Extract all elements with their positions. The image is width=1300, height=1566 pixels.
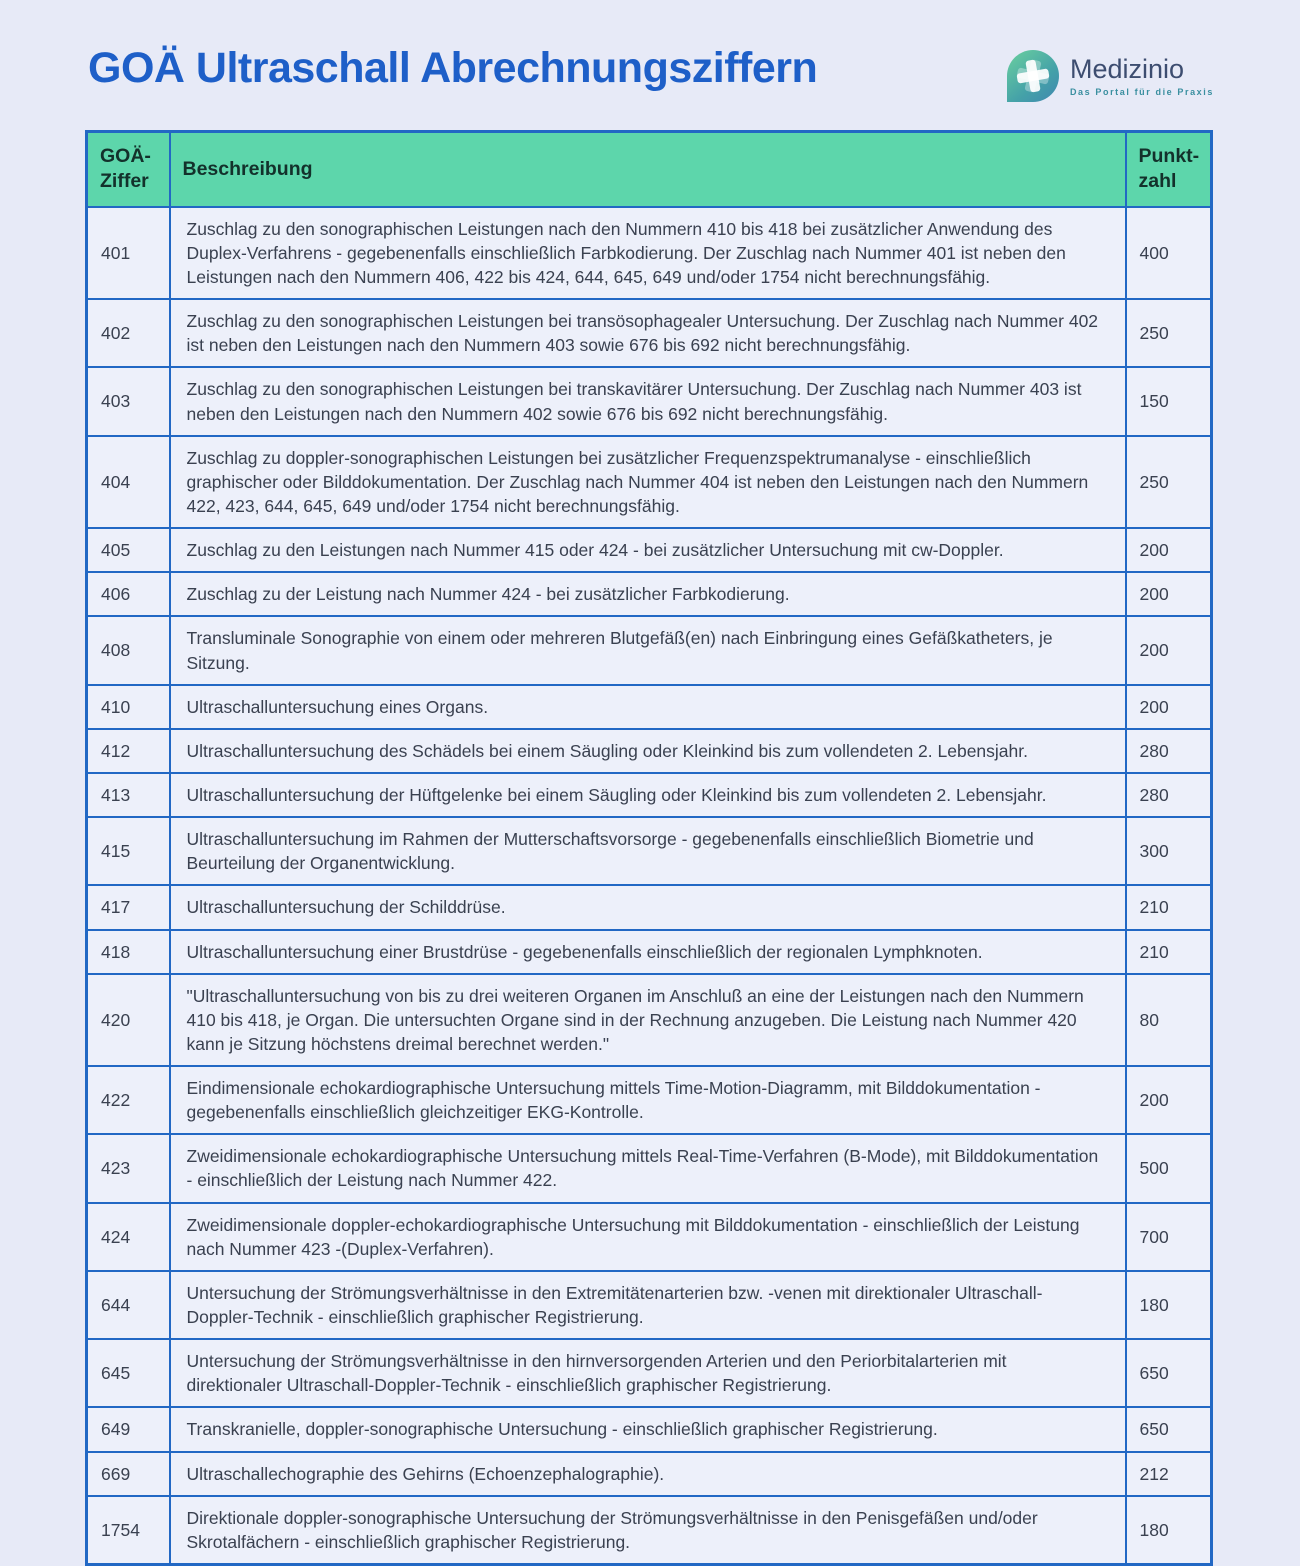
logo-name: Medizinio <box>1069 53 1185 84</box>
cell-beschreibung: Zuschlag zu doppler-sonographischen Leistungen bei zusätzlicher Frequenzspektrumanalyse - einschließlich graphischer oder Bilddokumentation. Der Zuschlag nach Nummer 404 ist neben den Leistungen nach den Nummern 422, 423, 644, 645, 649 und/oder 1754 nicht berechnungsfähig. <box>170 436 1126 528</box>
cell-ziffer: 406 <box>87 572 170 616</box>
cell-beschreibung: Ultraschallechographie des Gehirns (Echoenzephalographie). <box>170 1452 1126 1496</box>
cell-beschreibung: Direktionale doppler-sonographische Untersuchung der Strömungsverhältnisse in den Penisgefäßen und/oder Skrotalfächern - einschließlich graphischer Registrierung. <box>170 1496 1126 1565</box>
table-row <box>87 885 1212 929</box>
cell-punktzahl: 200 <box>1126 528 1212 572</box>
cell-beschreibung: Zuschlag zu den Leistungen nach Nummer 415 oder 424 - bei zusätzlicher Untersuchung mit cw-Doppler. <box>170 528 1126 572</box>
cell-ziffer: 405 <box>87 528 170 572</box>
table-row <box>87 436 1212 528</box>
page-header <box>0 0 1300 102</box>
header-ziffer: GOÄ-Ziffer <box>87 132 170 207</box>
cell-ziffer: 401 <box>87 207 170 299</box>
cell-beschreibung: Zuschlag zu den sonographischen Leistungen bei transkavitärer Untersuchung. Der Zuschlag nach Nummer 403 ist neben den Leistungen nach den Nummern 402 sowie 676 bis 692 nicht berechnungsfähig. <box>170 367 1126 435</box>
table-row <box>87 528 1212 572</box>
cell-ziffer: 402 <box>87 299 170 367</box>
cell-beschreibung: Untersuchung der Strömungsverhältnisse in den hirnversorgenden Arterien und den Periorbitalarterien mit direktionaler Ultraschall-Doppler-Technik - einschließlich graphischer Registrierung. <box>170 1339 1126 1407</box>
table-row <box>87 616 1212 684</box>
table-row <box>87 1271 1212 1339</box>
cell-ziffer: 410 <box>87 685 170 729</box>
cell-punktzahl: 150 <box>1126 367 1212 435</box>
table-header <box>87 132 1212 207</box>
cell-punktzahl: 212 <box>1126 1452 1212 1496</box>
cell-beschreibung: Transkranielle, doppler-sonographische Untersuchung - einschließlich graphischer Registrierung. <box>170 1407 1126 1451</box>
cell-ziffer: 418 <box>87 930 170 974</box>
cell-ziffer: 413 <box>87 773 170 817</box>
cell-ziffer: 408 <box>87 616 170 684</box>
cell-punktzahl: 280 <box>1126 729 1212 773</box>
cell-punktzahl: 400 <box>1126 207 1212 299</box>
cell-ziffer: 403 <box>87 367 170 435</box>
cell-beschreibung: Eindimensionale echokardiographische Untersuchung mittels Time-Motion-Diagramm, mit Bilddokumentation - gegebenenfalls einschließlich gleichzeitiger EKG-Kontrolle. <box>170 1066 1126 1134</box>
table-row <box>87 974 1212 1066</box>
table-row <box>87 729 1212 773</box>
cell-ziffer: 649 <box>87 1407 170 1451</box>
cell-punktzahl: 200 <box>1126 1066 1212 1134</box>
cell-ziffer: 423 <box>87 1134 170 1202</box>
cell-ziffer: 415 <box>87 817 170 885</box>
medizinio-logo <box>1007 50 1214 102</box>
cell-beschreibung: Zuschlag zu den sonographischen Leistungen bei transösophagealer Untersuchung. Der Zuschlag nach Nummer 402 ist neben den Leistungen nach den Nummern 403 sowie 676 bis 692 nicht berechnungsfähig. <box>170 299 1126 367</box>
cell-ziffer: 420 <box>87 974 170 1066</box>
cell-ziffer: 645 <box>87 1339 170 1407</box>
cell-punktzahl: 200 <box>1126 572 1212 616</box>
cell-beschreibung: Zweidimensionale doppler-echokardiographische Untersuchung mit Bilddokumentation - einschließlich der Leistung nach Nummer 423 -(Duplex-Verfahren). <box>170 1203 1126 1271</box>
medizinio-cross-leaf-icon <box>1007 50 1059 102</box>
cell-punktzahl: 210 <box>1126 930 1212 974</box>
cell-punktzahl: 180 <box>1126 1271 1212 1339</box>
cell-beschreibung: Ultraschalluntersuchung der Hüftgelenke bei einem Säugling oder Kleinkind bis zum vollendeten 2. Lebensjahr. <box>170 773 1126 817</box>
table-row <box>87 1452 1212 1496</box>
cell-ziffer: 669 <box>87 1452 170 1496</box>
cell-beschreibung: Ultraschalluntersuchung des Schädels bei einem Säugling oder Kleinkind bis zum vollendeten 2. Lebensjahr. <box>170 729 1126 773</box>
cell-punktzahl: 80 <box>1126 974 1212 1066</box>
cell-beschreibung: Ultraschalluntersuchung im Rahmen der Mutterschaftsvorsorge - gegebenenfalls einschließlich Biometrie und Beurteilung der Organentwicklung. <box>170 817 1126 885</box>
table-row <box>87 572 1212 616</box>
billing-codes-table <box>85 130 1213 1566</box>
cell-punktzahl: 300 <box>1126 817 1212 885</box>
table-row <box>87 685 1212 729</box>
table-row <box>87 207 1212 299</box>
cell-punktzahl: 200 <box>1126 616 1212 684</box>
cell-ziffer: 417 <box>87 885 170 929</box>
page-title: GOÄ Ultraschall Abrechnungsziffern <box>88 44 818 92</box>
cell-beschreibung: Zuschlag zu den sonographischen Leistungen nach den Nummern 410 bis 418 bei zusätzlicher Anwendung des Duplex-Verfahrens - gegebenenfalls einschließlich Farbkodierung. Der Zuschlag nach Nummer 401 ist neben den Leistungen nach den Nummern 406, 422 bis 424, 644, 645, 649 und/oder 1754 nicht berechnungsfähig. <box>170 207 1126 299</box>
table-row <box>87 1066 1212 1134</box>
table-body <box>87 207 1212 1565</box>
cell-punktzahl: 700 <box>1126 1203 1212 1271</box>
table-row <box>87 1496 1212 1565</box>
table-row <box>87 773 1212 817</box>
table-row <box>87 1339 1212 1407</box>
table-header-row <box>87 132 1212 207</box>
table-row <box>87 1134 1212 1202</box>
header-punktzahl: Punkt-zahl <box>1126 132 1212 207</box>
table-row <box>87 817 1212 885</box>
table-row <box>87 367 1212 435</box>
table-row <box>87 299 1212 367</box>
cell-beschreibung: Transluminale Sonographie von einem oder mehreren Blutgefäß(en) nach Einbringung eines Gefäßkatheters, je Sitzung. <box>170 616 1126 684</box>
cell-punktzahl: 650 <box>1126 1339 1212 1407</box>
cell-ziffer: 1754 <box>87 1496 170 1565</box>
cell-punktzahl: 250 <box>1126 299 1212 367</box>
cell-punktzahl: 650 <box>1126 1407 1212 1451</box>
table-row <box>87 1203 1212 1271</box>
header-beschreibung: Beschreibung <box>170 132 1126 207</box>
cell-beschreibung: Ultraschalluntersuchung der Schilddrüse. <box>170 885 1126 929</box>
cell-beschreibung: Zuschlag zu der Leistung nach Nummer 424 - bei zusätzlicher Farbkodierung. <box>170 572 1126 616</box>
cell-ziffer: 412 <box>87 729 170 773</box>
cell-punktzahl: 500 <box>1126 1134 1212 1202</box>
table-row <box>87 1407 1212 1451</box>
cell-beschreibung: Untersuchung der Strömungsverhältnisse in den Extremitätenarterien bzw. -venen mit direktionaler Ultraschall-Doppler-Technik - einschließlich graphischer Registrierung. <box>170 1271 1126 1339</box>
cell-ziffer: 644 <box>87 1271 170 1339</box>
cell-punktzahl: 180 <box>1126 1496 1212 1565</box>
cell-punktzahl: 200 <box>1126 685 1212 729</box>
table-row <box>87 930 1212 974</box>
billing-table-section <box>0 102 1300 1566</box>
cell-beschreibung: Ultraschalluntersuchung eines Organs. <box>170 685 1126 729</box>
cell-ziffer: 422 <box>87 1066 170 1134</box>
cell-beschreibung: Ultraschalluntersuchung einer Brustdrüse - gegebenenfalls einschließlich der regionalen Lymphknoten. <box>170 930 1126 974</box>
cell-punktzahl: 210 <box>1126 885 1212 929</box>
logo-tagline: Das Portal für die Praxis <box>1069 87 1214 98</box>
logo-textblock <box>1070 55 1214 97</box>
cell-beschreibung: "Ultraschalluntersuchung von bis zu drei weiteren Organen im Anschluß an eine der Leistungen nach den Nummern 410 bis 418, je Organ. Die untersuchten Organe sind in der Rechnung anzugeben. Die Leistung nach Nummer 420 kann je Sitzung höchstens dreimal berechnet werden." <box>170 974 1126 1066</box>
cell-ziffer: 424 <box>87 1203 170 1271</box>
cell-punktzahl: 250 <box>1126 436 1212 528</box>
cell-beschreibung: Zweidimensionale echokardiographische Untersuchung mittels Real-Time-Verfahren (B-Mode), mit Bilddokumentation - einschließlich der Leistung nach Nummer 422. <box>170 1134 1126 1202</box>
cell-punktzahl: 280 <box>1126 773 1212 817</box>
cross-icon <box>1003 46 1063 106</box>
cell-ziffer: 404 <box>87 436 170 528</box>
